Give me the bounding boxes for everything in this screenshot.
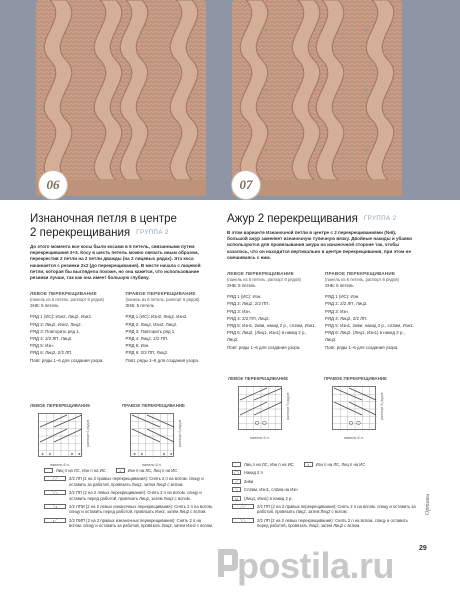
- knitting-chart-right: [130, 413, 174, 457]
- chart-label: ЛЕВОЕ ПЕРЕКРЕЩИВАНИЕ: [228, 376, 289, 381]
- pattern-06-charts: ЛЕВОЕ ПЕРЕКРЕЩИВАНИЕ ПРАВОЕ ПЕРЕКРЕЩИВАНИЕ раппорт 6 рядов панель 6 п. раппорт 6 рядов панель 6 п.: [30, 403, 185, 467]
- chart-label: ПРАВОЕ ПЕРЕКРЕЩИВАНИЕ: [324, 376, 387, 381]
- section-tag: Ортавы: [425, 493, 431, 515]
- cable-left-icon: ⟍⟍: [44, 490, 66, 495]
- row-instructions: [30, 291, 215, 364]
- knit-symbol-icon: [232, 462, 241, 467]
- knit-swatch-photo-07: [226, 0, 408, 200]
- k2tog-icon: ⟋: [232, 479, 241, 484]
- panel-label: панель 6 п.: [250, 436, 270, 440]
- left-cross-instructions: ЛЕВОЕ ПЕРЕКРЕЩИВАНИЕ (панель из 6 петель, раппорт 6 рядов) ЗНБ: 5 петель РЯД 1 (ИС): Изн2, Лиц2, Изн2. РЯД 2: Лиц2, Изн2, Лиц2. РЯД 3: Повторить ряд 1. РЯД 4: 2/2 ЛП, Лиц2. РЯД 5: Изн. РЯД 6: Лиц2, 2/2 ЛП. Повт. ряды 1–6 для создания узора.: [30, 291, 104, 363]
- cable-swatch-illustration: [226, 0, 408, 200]
- knitting-chart-left: [38, 413, 82, 457]
- cable-left-icon: ⟍⟍: [232, 518, 254, 523]
- group-label: ГРУППА 2: [136, 230, 169, 236]
- legend-06: Лиц п на ЛС, Изн п на ИС • Изн п на ЛС, Лиц п на ИС ⟋⟋ 2/2 ЛП (2 на 2 правых перекрещивания): Снять 2 п на вспом. спицу и оставить за работой, провязать Лиц2, затем Лиц2 с вспом. ⟍⟍ 2/2 ПП (2 на 2 левых перекрещивания): Снять 2 п на вспом. спицу и оставить перед работой, провязать Лиц2, затем Лиц2 с вспом. ⟍• 2/2 ЛПИ (2 на 2 левых изнаночных перекрещивания): Снять 2 п на вспом. спицу и оставить перед работой, провязать Изн2, затем Лиц2 с вспом. •⟋ 2/2 ПИП (2 на 2 правых изнаночных перекрещивания): Снять 2 п на вспом. спицу и оставить за работой, провязать Лиц2, затем Изн2 с вспом.: [44, 468, 214, 532]
- purl-cable-right-icon: •⟋: [44, 518, 66, 523]
- pattern-intro: До этого момента все косы были косами в 6 петель, связанными путем перекрещивания 3+3. Косу в шесть петель можно связать иным образом, перекрестив 2 петли на 2 петли дважды (на 2 лицевых рядах). Эта коса начинается с резинки 2х2 (до перекрещивания). В месте начала с лицевой петли, которая бы выглядела похоже, но она кажется, что использование резинки лучше, так как она имеет большую глубину.: [30, 244, 201, 281]
- pattern-title: Изнаночная петля в центре 2 перекрещивания ГРУППА 2: [30, 213, 177, 240]
- purl-symbol-icon: •: [304, 462, 313, 467]
- pattern-intro: В этом варианте Изнаночной петли в центре с 2 перекрещиваниями (№6), большой ажур заменяет изнаночную тупичную вязку. Двойные накиды и убавки используются для провязывания ажура на изнаночной стороне так, чтобы казалось, что он находится вертикально в центре перекрещивания, при этом не смешиваясь с ним.: [227, 230, 412, 260]
- ssk-icon: ⟍: [232, 487, 241, 492]
- knit-purl-in-yo-icon: ∪: [232, 496, 241, 501]
- watermark: postila.ru: [237, 545, 395, 586]
- chart-label: ЛЕВОЕ ПЕРЕКРЕЩИВАНИЕ: [30, 403, 91, 408]
- pattern-06-section: [30, 212, 215, 364]
- purl-symbol-icon: •: [116, 468, 125, 473]
- pattern-07-section: [227, 212, 417, 351]
- double-yarn-over-icon: ◯: [232, 470, 241, 475]
- knitting-chart-right: [332, 386, 376, 430]
- chart-label: ПРАВОЕ ПЕРЕКРЕЩИВАНИЕ: [122, 403, 185, 408]
- panel-label: панель 6 п.: [344, 436, 364, 440]
- knitting-chart-left: [238, 386, 282, 430]
- pattern-07-charts: ЛЕВОЕ ПЕРЕКРЕЩИВАНИЕ ПРАВОЕ ПЕРЕКРЕЩИВАНИЕ раппорт 6 рядов панель 6 п. раппорт 6 рядов панель 6 п.: [228, 376, 387, 440]
- row-instructions: [227, 271, 417, 351]
- left-cross-instructions: ЛЕВОЕ ПЕРЕКРЕЩИВАНИЕ (панель из 6 петель, раппорт 6 рядов) ЗНБ: 5 петель РЯД 1 (ИС): Изн. РЯД 2: Лиц2, 2/2 ПП. РЯД 3: Изн. РЯД 4: 2/2 ПП, Лиц2. РЯД 5: Изн1, 2иви, накид 2 р., сл2им, Изн1. РЯД 6: Лиц2, (Лиц1, Изн1) в накид 2 р., Лиц2. Повт. ряды 1–6 для создания узора.: [227, 271, 316, 350]
- pattern-number-badge: 06: [38, 170, 68, 200]
- cable-right-icon: ⟋⟋: [44, 476, 66, 481]
- panel-label: панель 6 п.: [142, 463, 162, 467]
- pattern-title: Ажур 2 перекрещивания ГРУППА 2: [227, 213, 397, 226]
- right-cross-instructions: ПРАВОЕ ПЕРЕКРЕЩИВАНИЕ (панель из 6 петель, раппорт 6 рядов) ЗНБ: 5 петель РЯД 1 (ИС): Изн2, Лиц2, Изн2. РЯД 2: Лиц2, Изн2, Лиц2. РЯД 3: Повторить ряд 1. РЯД 4: Лиц2, 2/2 ПП. РЯД 5: Изн. РЯД 6: 2/2 ПП, Лиц2. Повт. ряды 1–6 для создания узора.: [125, 291, 200, 363]
- panel-label: панель 6 п.: [50, 463, 70, 467]
- pattern-number-badge: 07: [231, 170, 261, 200]
- right-cross-instructions: ПРАВОЕ ПЕРЕКРЕЩИВАНИЕ (панель из 6 петель, раппорт 6 рядов) ЗНБ: 5 петель РЯД 1 (ИС): Изн. РЯД 2: 2/2 ЛП, Лиц2. РЯД 3: Изн. РЯД 4: Лиц2, 2/2 ЛП. РЯД 5: Изн1, 2иви, накид 2 р., сл2им, Изн1. РЯД 6: Лиц2, (Лиц1, Изн1) в накид 2 р., Лиц2. Повт. ряды 1–6 для создания узора.: [325, 271, 414, 350]
- purl-cable-left-icon: ⟍•: [44, 504, 66, 509]
- knit-symbol-icon: [44, 468, 53, 473]
- group-label: ГРУППА 2: [364, 216, 397, 222]
- cable-right-icon: ⟋⟋: [232, 504, 254, 509]
- legend-07: Лиц п на ЛС, Изн п на ИС • Изн п на ЛС, Лиц п на ИС ◯ Накид 2 п ⟋ 2иви ⟍ Сл2им, Изн1, сл2им на Изн ∪ (Лиц1, Изн1) в накид 2 р. ⟋⟋ 2/2 ПП (2 на 2 правых перекрещивания): Снять 2 п на вспом. спицу и оставить за работой, провязать Лиц2, затем Лиц2 с вспом. ⟍⟍ 2/2 ЛП (2 на 2 левых перекрещивания): Снять 2 п на вспом. спицу и оставить перед работой, провязать Лиц2, затем Лиц2 с вспом.: [232, 462, 418, 532]
- page-number: 29: [419, 545, 427, 552]
